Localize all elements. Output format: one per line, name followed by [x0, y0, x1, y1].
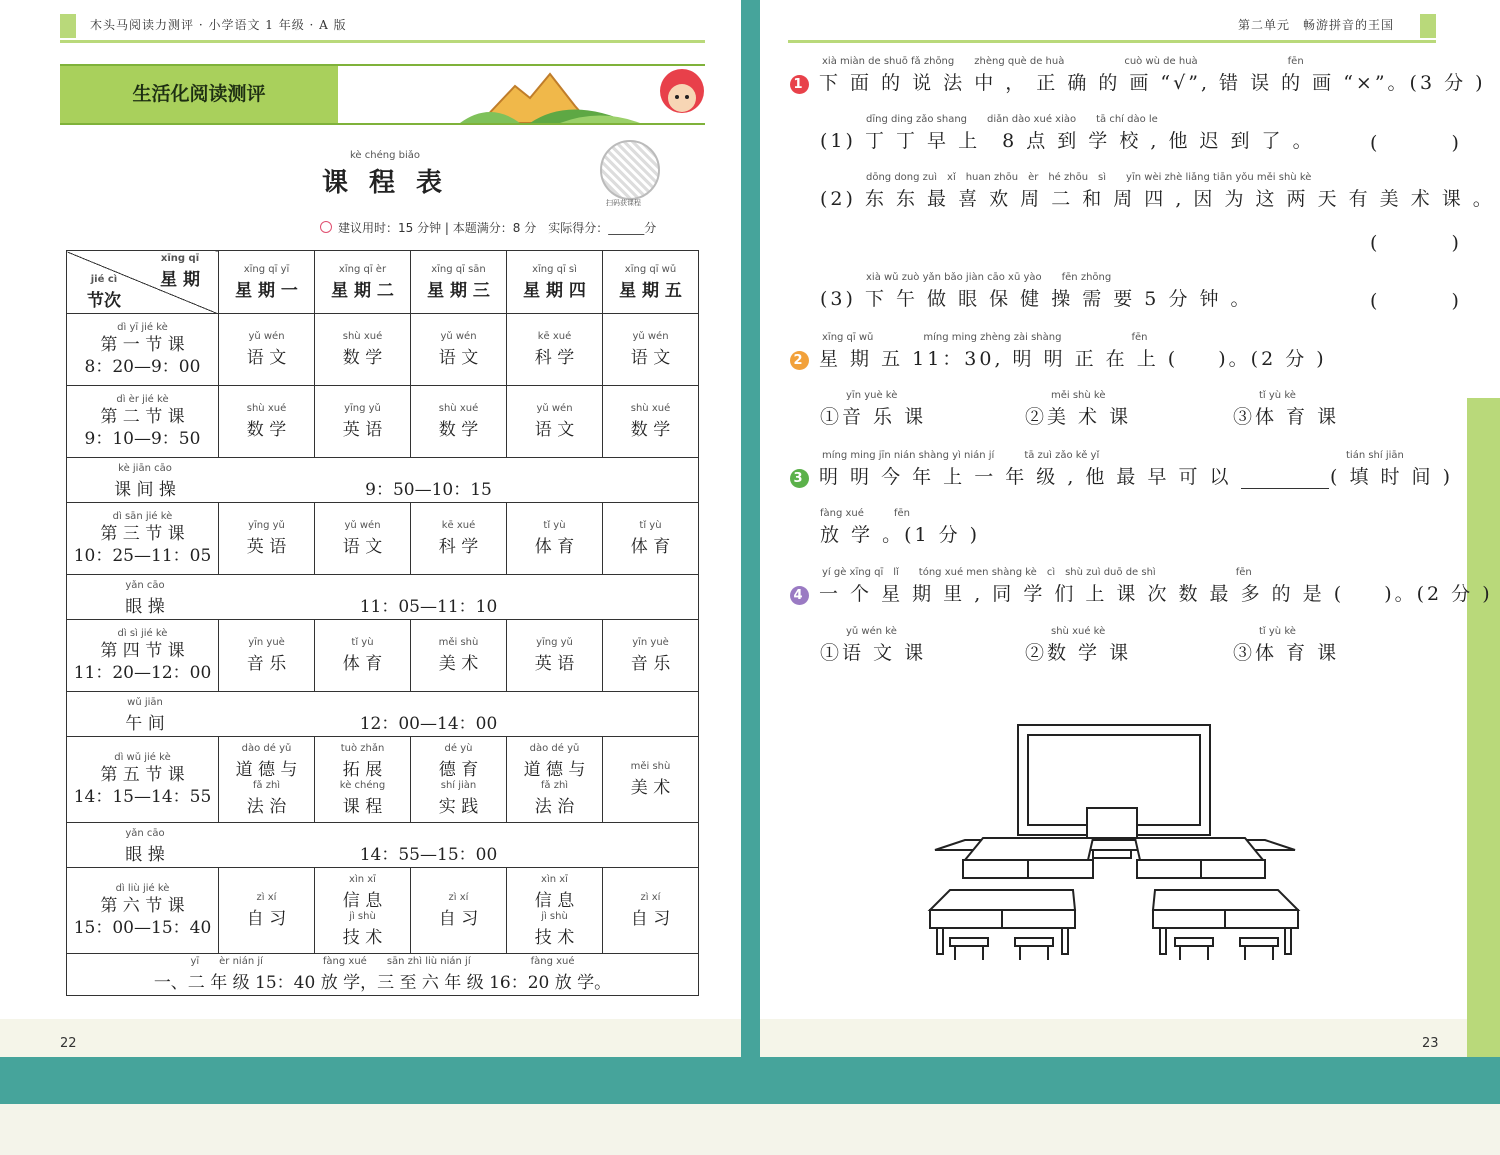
subject-name: 语 文	[438, 348, 479, 368]
period-name: 第 五 节 课	[100, 764, 185, 785]
option-pinyin: yīn yuè kè	[846, 390, 898, 401]
subject-name: 美 术	[630, 778, 671, 798]
title-block	[320, 150, 450, 199]
subject-cell	[315, 868, 411, 954]
break-row	[67, 823, 699, 868]
period-time: 11：20—12：00	[73, 662, 212, 683]
subject-name: 体 育	[630, 537, 671, 557]
subject-name: 自 习	[630, 909, 671, 929]
q3-text: 明 明 今 年 上 一 年 级 , 他 最 早 可 以	[819, 466, 1232, 488]
subject-name: 信 息	[534, 890, 575, 911]
subject-pinyin: shù xué	[630, 403, 671, 414]
subject-pinyin: yǔ wén	[632, 331, 669, 342]
q2-option-3[interactable]	[1233, 390, 1339, 429]
q1-answer-box-1[interactable]: ( )	[1370, 132, 1493, 154]
q4-pinyin: yí gè xīng qī lǐ tóng xué men shàng kè cì shù zuì duō de shì fēn	[822, 567, 1252, 578]
break-pinyin: yǎn cāo	[125, 580, 165, 591]
option-text: ①音 乐 课	[820, 406, 927, 428]
period-row	[67, 868, 699, 954]
subject-name: 拓 展	[342, 759, 383, 780]
question-4	[790, 567, 1493, 606]
subject-name: 英 语	[246, 537, 287, 557]
break-name: 眼 操	[125, 845, 165, 865]
book-spine	[741, 0, 760, 1057]
q1-pinyin: xià miàn de shuō fǎ zhōng zhèng què de huà cuò wù de huà fēn	[822, 56, 1304, 67]
day-header	[603, 251, 699, 314]
q3-right-text: ( 填 时 间 )	[1330, 466, 1453, 488]
subject-pinyin: yǔ wén	[344, 520, 381, 531]
subject-cell	[219, 314, 315, 386]
corner-cell	[67, 251, 219, 314]
subject-cell	[411, 620, 507, 692]
break-time: 14：55—15：00	[359, 845, 498, 865]
break-cell	[67, 692, 699, 737]
period-pinyin: dì sān jié kè	[112, 510, 173, 522]
subject-pinyin-2: fǎ zhì	[540, 779, 569, 791]
option-pinyin: tǐ yù kè	[1259, 390, 1296, 401]
period-cell	[67, 620, 219, 692]
subject-cell	[507, 503, 603, 575]
subject-pinyin-2: shí jiàn	[440, 779, 477, 791]
subject-pinyin: yīng yǔ	[536, 637, 573, 648]
time-info-text: 建议用时：15 分钟 | 本题满分：8 分 实际得分：______分	[338, 221, 657, 235]
subject-pinyin: tǐ yù	[639, 520, 662, 531]
time-info	[320, 219, 656, 236]
day-header	[411, 251, 507, 314]
page-number-right: 23	[1422, 1036, 1439, 1051]
corner-top: 星 期	[160, 270, 200, 290]
break-name: 眼 操	[125, 597, 165, 617]
corner-top-pinyin: xīng qī	[160, 253, 200, 264]
break-cell	[67, 458, 699, 503]
period-cell	[67, 737, 219, 823]
day-header	[507, 251, 603, 314]
right-footer-strip	[760, 1019, 1500, 1057]
q1-item-pinyin: dīng ding zǎo shang diǎn dào xué xiào tā chí dào le	[866, 114, 1158, 125]
subject-pinyin: zì xí	[448, 892, 469, 903]
subject-cell	[219, 503, 315, 575]
subject-cell	[603, 314, 699, 386]
option-text: ③体 育 课	[1233, 642, 1340, 664]
subject-name: 语 文	[342, 537, 383, 557]
subject-name-2: 实 践	[438, 796, 479, 817]
subject-cell	[603, 868, 699, 954]
subject-cell	[315, 314, 411, 386]
subject-cell	[507, 620, 603, 692]
subject-pinyin: shù xué	[342, 331, 383, 342]
subject-pinyin: zì xí	[256, 892, 277, 903]
period-pinyin: dì èr jié kè	[116, 393, 169, 405]
period-name: 第 四 节 课	[100, 640, 185, 661]
day-label: 星 期 三	[427, 280, 490, 301]
subject-cell	[507, 386, 603, 458]
subject-name: 体 育	[342, 654, 383, 674]
left-page	[0, 0, 741, 1057]
subject-name-2: 法 治	[534, 796, 575, 817]
mountain-illustration	[340, 66, 705, 123]
title-pinyin: kè chéng biǎo	[350, 150, 420, 161]
break-time: 12：00—14：00	[359, 714, 498, 734]
subject-cell	[315, 386, 411, 458]
subject-name-2: 法 治	[246, 796, 287, 817]
schedule-body	[67, 251, 699, 996]
q1-answer-box-3[interactable]: ( )	[1370, 290, 1493, 312]
question-1	[790, 56, 1486, 95]
page-number-left: 22	[60, 1036, 77, 1051]
period-cell	[67, 868, 219, 954]
period-cell	[67, 314, 219, 386]
q4-text: 一 个 星 期 里 , 同 学 们 上 课 次 数 最 多 的 是 ( )。(2 分 )	[819, 583, 1493, 605]
subject-cell	[507, 868, 603, 954]
subject-pinyin: zì xí	[640, 892, 661, 903]
subject-pinyin: shù xué	[246, 403, 287, 414]
subject-cell	[603, 620, 699, 692]
subject-name: 科 学	[438, 537, 479, 557]
subject-pinyin-2: jì shù	[541, 910, 568, 922]
q2-option-2[interactable]	[1025, 390, 1131, 429]
subject-cell	[219, 620, 315, 692]
footer-pinyin: yī èr nián jí fàng xué sān zhì liù nián jí fàng xué	[190, 956, 575, 967]
subject-pinyin-2: jì shù	[349, 910, 376, 922]
subject-cell	[603, 386, 699, 458]
day-header	[315, 251, 411, 314]
schedule-table	[66, 250, 699, 996]
footer-row	[67, 954, 699, 996]
subject-pinyin: xìn xī	[349, 873, 376, 885]
period-pinyin: dì liù jié kè	[115, 882, 170, 894]
period-time: 14：15—14：55	[73, 786, 212, 807]
period-row	[67, 620, 699, 692]
subject-pinyin: tuò zhǎn	[340, 742, 385, 754]
period-name: 第 一 节 课	[100, 334, 185, 355]
subject-cell	[603, 503, 699, 575]
break-cell	[67, 575, 699, 620]
subject-cell	[315, 737, 411, 823]
subject-cell	[411, 868, 507, 954]
q1-item-2	[820, 172, 1495, 211]
subject-name: 信 息	[342, 890, 383, 911]
option-text: ①语 文 课	[820, 642, 927, 664]
q4-option-2[interactable]	[1025, 626, 1131, 665]
option-pinyin: shù xué kè	[1051, 626, 1106, 637]
q1-text: 下 面 的 说 法 中 ， 正 确 的 画 “√”, 错 误 的 画 “×”。(3 分 )	[819, 72, 1486, 94]
subject-pinyin: shù xué	[438, 403, 479, 414]
q3-pinyin: míng ming jīn nián shàng yì nián jí tā zuì zǎo kě yǐ	[822, 450, 1100, 461]
subject-name: 道 德 与	[523, 759, 586, 780]
header-rule	[788, 40, 1436, 43]
banner-title: 生活化阅读测评	[132, 83, 266, 105]
left-footer-strip	[0, 1019, 741, 1057]
period-time: 10：25—11：05	[73, 545, 212, 566]
break-pinyin: yǎn cāo	[125, 828, 165, 839]
side-green-tab	[1467, 398, 1500, 1057]
qr-code[interactable]	[600, 140, 660, 200]
option-text: ②数 学 课	[1025, 642, 1132, 664]
day-label: 星 期 四	[523, 280, 586, 301]
option-text: ③体 育 课	[1233, 406, 1340, 428]
subject-cell	[411, 386, 507, 458]
subject-name: 语 文	[630, 348, 671, 368]
break-name: 午 间	[125, 714, 165, 734]
option-pinyin: yǔ wén kè	[846, 626, 897, 637]
period-name: 第 二 节 课	[100, 406, 185, 427]
q2-option-1[interactable]	[820, 390, 926, 429]
subject-name: 自 习	[438, 909, 479, 929]
q1-item-1	[820, 114, 1315, 153]
subject-cell	[219, 868, 315, 954]
period-row	[67, 503, 699, 575]
subject-pinyin: yīn yuè	[248, 637, 285, 648]
subject-name: 音 乐	[246, 654, 287, 674]
qr-label: 扫码获课程	[606, 199, 641, 207]
day-label: 星 期 一	[235, 280, 298, 301]
subject-name: 美 术	[438, 654, 479, 674]
subject-pinyin: dào dé yǔ	[241, 742, 292, 754]
subject-name: 数 学	[630, 420, 671, 440]
left-header: 木头马阅读力测评 · 小学语文 1 年级 · A 版	[90, 18, 347, 32]
q3-answer-blank[interactable]	[1241, 468, 1329, 489]
subject-cell	[315, 620, 411, 692]
bottom-teal-band	[0, 1057, 1500, 1104]
subject-name-2: 技 术	[342, 927, 383, 948]
footer-text: 一、二 年 级 15：40 放 学，三 至 六 年 级 16：20 放 学。	[153, 973, 612, 993]
subject-cell	[411, 737, 507, 823]
clock-icon	[320, 221, 332, 233]
period-time: 9：10—9：50	[84, 428, 201, 449]
subject-name: 英 语	[534, 654, 575, 674]
q1-item-3	[820, 272, 1253, 311]
page-title: 课 程 表	[321, 168, 449, 198]
subject-pinyin: tǐ yù	[543, 520, 566, 531]
subject-name: 德 育	[438, 759, 479, 780]
question-2	[790, 332, 1327, 371]
subject-pinyin: dào dé yǔ	[529, 742, 580, 754]
corner-bottom: 节次	[87, 291, 121, 311]
q3-number-badge: 3	[790, 469, 809, 488]
q2-number-badge: 2	[790, 351, 809, 370]
day-pinyin: xīng qī sān	[431, 263, 486, 275]
subject-pinyin: yǔ wén	[248, 331, 285, 342]
period-pinyin: dì sì jié kè	[117, 627, 168, 639]
subject-cell	[411, 503, 507, 575]
break-cell	[67, 823, 699, 868]
subject-cell	[603, 737, 699, 823]
subject-name: 科 学	[534, 348, 575, 368]
subject-pinyin: tǐ yù	[351, 637, 374, 648]
subject-cell	[411, 314, 507, 386]
subject-name: 数 学	[246, 420, 287, 440]
subject-pinyin: xìn xī	[541, 873, 568, 885]
subject-pinyin: kē xué	[441, 520, 476, 531]
period-row	[67, 314, 699, 386]
subject-name: 语 文	[246, 348, 287, 368]
subject-cell	[219, 737, 315, 823]
period-cell	[67, 386, 219, 458]
subject-name: 音 乐	[630, 654, 671, 674]
period-cell	[67, 503, 219, 575]
q4-option-3[interactable]	[1233, 626, 1339, 665]
q1-answer-box-2[interactable]: ( )	[1370, 232, 1493, 254]
corner-bottom-pinyin: jié cì	[90, 274, 118, 285]
q1-item-pinyin: dōng dong zuì xǐ huan zhōu èr hé zhōu sì yīn wèi zhè liǎng tiān yǒu měi shù kè	[866, 172, 1312, 183]
period-time: 15：00—15：40	[73, 917, 212, 938]
q1-item-text: (1) 丁 丁 早 上 8 点 到 学 校 , 他 迟 到 了 。	[820, 130, 1315, 152]
subject-name: 英 语	[342, 420, 383, 440]
subject-pinyin: yīng yǔ	[248, 520, 285, 531]
q3-line-2	[820, 508, 980, 547]
day-header	[219, 251, 315, 314]
break-pinyin: wǔ jiān	[127, 697, 163, 708]
right-header: 第二单元 畅游拼音的王国	[1238, 18, 1395, 32]
header-tab	[60, 14, 76, 38]
subject-cell	[219, 386, 315, 458]
subject-cell	[507, 737, 603, 823]
q1-item-text: (3) 下 午 做 眼 保 健 操 需 要 5 分 钟 。	[820, 288, 1253, 310]
break-row	[67, 575, 699, 620]
period-time: 8：20—9：00	[84, 356, 201, 377]
day-label: 星 期 二	[331, 280, 394, 301]
subject-pinyin: yǔ wén	[440, 331, 477, 342]
q3-line2-text: 放 学 。(1 分 )	[820, 524, 981, 546]
subject-pinyin: yīng yǔ	[344, 403, 381, 414]
subject-pinyin: yīn yuè	[632, 637, 669, 648]
day-pinyin: xīng qī èr	[338, 263, 387, 275]
header-rule	[60, 40, 705, 43]
period-row	[67, 737, 699, 823]
q3-line2-pinyin: fàng xué fēn	[820, 508, 910, 519]
period-pinyin: dì yī jié kè	[117, 321, 168, 333]
q4-option-1[interactable]	[820, 626, 926, 665]
subject-pinyin: dé yù	[444, 742, 473, 754]
break-time: 9：50—10：15	[365, 480, 492, 500]
subject-name-2: 课 程	[342, 796, 383, 817]
break-row	[67, 692, 699, 737]
subject-name: 数 学	[342, 348, 383, 368]
q1-item-text: (2) 东 东 最 喜 欢 周 二 和 周 四 , 因 为 这 两 天 有 美 术 课 。	[820, 188, 1495, 210]
subject-pinyin-2: fǎ zhì	[252, 779, 281, 791]
option-pinyin: tǐ yù kè	[1259, 626, 1296, 637]
break-name: 课 间 操	[114, 480, 176, 500]
option-pinyin: měi shù kè	[1051, 390, 1106, 401]
period-row	[67, 386, 699, 458]
break-pinyin: kè jiān cāo	[118, 463, 172, 474]
subject-pinyin: yǔ wén	[536, 403, 573, 414]
subject-name: 体 育	[534, 537, 575, 557]
subject-name: 自 习	[246, 909, 287, 929]
break-row	[67, 458, 699, 503]
subject-name-2: 技 术	[534, 927, 575, 948]
footer-cell	[67, 954, 699, 996]
classroom-illustration	[925, 720, 1305, 970]
day-label: 星 期 五	[619, 280, 682, 301]
subject-name: 数 学	[438, 420, 479, 440]
q1-item-pinyin: xià wǔ zuò yǎn bǎo jiàn cāo xū yào fēn zhōng	[866, 272, 1112, 283]
day-pinyin: xīng qī yī	[243, 263, 290, 275]
subject-name: 语 文	[534, 420, 575, 440]
header-tab	[1420, 14, 1436, 38]
period-name: 第 三 节 课	[100, 523, 185, 544]
day-pinyin: xīng qī sì	[532, 263, 577, 275]
subject-pinyin: měi shù	[438, 637, 479, 648]
q4-number-badge: 4	[790, 586, 809, 605]
period-pinyin: dì wǔ jié kè	[114, 751, 171, 763]
banner	[60, 64, 705, 125]
subject-pinyin: měi shù	[630, 761, 671, 772]
q3-right-pinyin: tián shí jiān	[1346, 450, 1404, 461]
subject-pinyin: kē xué	[537, 331, 572, 342]
q2-text: 星 期 五 11：30, 明 明 正 在 上 ( )。(2 分 )	[819, 348, 1327, 370]
subject-pinyin-2: kè chéng	[339, 779, 386, 791]
q3-right	[1330, 450, 1453, 489]
subject-cell	[507, 314, 603, 386]
subject-cell	[315, 503, 411, 575]
option-text: ②美 术 课	[1025, 406, 1132, 428]
subject-name: 道 德 与	[235, 759, 298, 780]
question-3	[790, 450, 1329, 489]
schedule-header-row	[67, 251, 699, 314]
q1-number-badge: 1	[790, 75, 809, 94]
day-pinyin: xīng qī wǔ	[624, 263, 677, 275]
period-name: 第 六 节 课	[100, 895, 185, 916]
q2-pinyin: xīng qī wǔ míng ming zhèng zài shàng fēn	[822, 332, 1148, 343]
break-time: 11：05—11：10	[359, 597, 498, 617]
